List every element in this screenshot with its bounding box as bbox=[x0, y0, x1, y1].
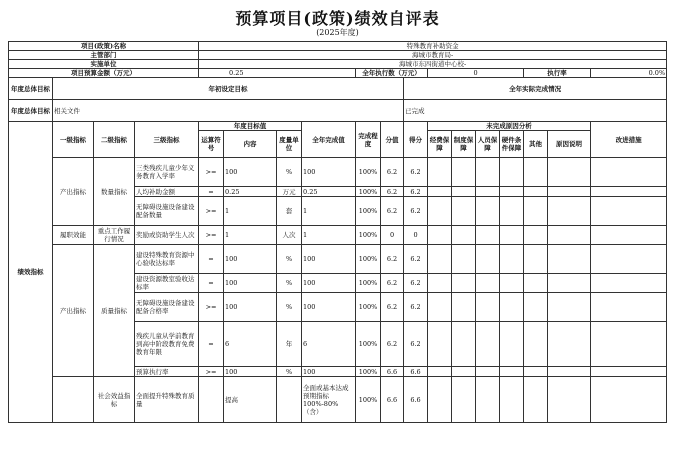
lvl3-cell: 人均补助金额 bbox=[135, 187, 199, 197]
budget-value: 0.25 bbox=[199, 69, 356, 78]
done-cell: 100 bbox=[302, 367, 356, 377]
score-cell: 6.2 bbox=[381, 197, 404, 226]
content-header: 内容 bbox=[224, 131, 277, 158]
score-cell: 6.6 bbox=[381, 377, 404, 423]
evaluation-table bbox=[8, 41, 667, 423]
op-cell: >= bbox=[199, 226, 224, 245]
budget-label: 项目预算金额（万元） bbox=[9, 69, 199, 78]
goals-planned-header: 年初设定目标 bbox=[53, 78, 404, 100]
goals-planned: 相关文件 bbox=[53, 100, 404, 122]
lvl3-cell: 建设资源教室验收达标率 bbox=[135, 274, 199, 293]
page-subtitle: (2025年度) bbox=[316, 28, 359, 37]
done-header: 全年完成值 bbox=[302, 122, 356, 158]
score-cell: 6.2 bbox=[381, 245, 404, 274]
op-cell bbox=[199, 377, 224, 423]
degree-cell: 100% bbox=[356, 377, 381, 423]
done-cell: 100 bbox=[302, 245, 356, 274]
unit-cell: 万元 bbox=[277, 187, 302, 197]
lvl3-cell: 奖励或资助学生人次 bbox=[135, 226, 199, 245]
goals-label-2: 年度总体目标 bbox=[9, 100, 53, 122]
op-header: 运算符号 bbox=[199, 131, 224, 158]
op-cell: >= bbox=[199, 293, 224, 322]
lvl3-header: 三级指标 bbox=[135, 122, 199, 158]
op-cell: >= bbox=[199, 158, 224, 187]
project-name-value: 特殊教育补助资金 bbox=[199, 42, 667, 51]
goals-header-row bbox=[9, 78, 667, 100]
done-cell: 0.25 bbox=[302, 187, 356, 197]
unit-label: 实施单位 bbox=[9, 60, 199, 69]
op-cell: >= bbox=[199, 197, 224, 226]
goals-actual: 已完成 bbox=[404, 100, 667, 122]
lvl1-cell: 产出指标 bbox=[53, 245, 94, 377]
degree-cell: 100% bbox=[356, 158, 381, 187]
get-cell: 6.6 bbox=[404, 377, 428, 423]
degree-header: 完成程度 bbox=[356, 122, 381, 158]
done-cell: 100 bbox=[302, 158, 356, 187]
content-cell: 100 bbox=[224, 158, 277, 187]
done-cell: 1 bbox=[302, 226, 356, 245]
unit-header: 度量单位 bbox=[277, 131, 302, 158]
score-cell: 0 bbox=[381, 226, 404, 245]
dept-value: 海城市教育局- bbox=[199, 51, 667, 60]
op-cell: = bbox=[199, 245, 224, 274]
get-header: 得分 bbox=[404, 122, 428, 158]
goals-content-row bbox=[9, 100, 667, 122]
get-cell: 6.2 bbox=[404, 322, 428, 367]
content-cell: 提高 bbox=[224, 377, 277, 423]
unit-cell bbox=[277, 377, 302, 423]
unit-cell: % bbox=[277, 367, 302, 377]
unit-cell: 人次 bbox=[277, 226, 302, 245]
content-cell: 1 bbox=[224, 226, 277, 245]
unit-cell: % bbox=[277, 245, 302, 274]
op-cell: = bbox=[199, 187, 224, 197]
score-header: 分值 bbox=[381, 122, 404, 158]
unit-cell: 套 bbox=[277, 197, 302, 226]
score-cell: 6.2 bbox=[381, 187, 404, 197]
exec-value: 0 bbox=[428, 69, 524, 78]
goals-actual-header: 全年实际完成情况 bbox=[404, 78, 667, 100]
lvl1-cell: 产出指标 bbox=[53, 158, 94, 226]
degree-cell: 100% bbox=[356, 293, 381, 322]
unit-value: 海城市东四街道中心校- bbox=[199, 60, 667, 69]
degree-cell: 100% bbox=[356, 197, 381, 226]
lvl3-cell: 残疾儿童从学前教育到高中阶段教育免费教育年限 bbox=[135, 322, 199, 367]
goals-label: 年度总体目标 bbox=[9, 78, 53, 100]
get-cell: 6.2 bbox=[404, 293, 428, 322]
perf-label: 绩效指标 bbox=[9, 122, 53, 423]
done-cell: 100 bbox=[302, 274, 356, 293]
done-cell: 1 bbox=[302, 197, 356, 226]
dept-row bbox=[9, 51, 667, 60]
target-header: 年度目标值 bbox=[199, 122, 302, 131]
lvl3-cell: 建设特殊教育资源中心验收达标率 bbox=[135, 245, 199, 274]
degree-cell: 100% bbox=[356, 367, 381, 377]
unit-cell: 年 bbox=[277, 322, 302, 367]
table-row bbox=[9, 245, 667, 274]
degree-cell: 100% bbox=[356, 322, 381, 367]
lvl3-cell: 无障碍设施设备建设配备合格率 bbox=[135, 293, 199, 322]
content-cell: 6 bbox=[224, 322, 277, 367]
unit-cell: % bbox=[277, 158, 302, 187]
rate-label: 执行率 bbox=[524, 69, 591, 78]
score-cell: 6.2 bbox=[381, 293, 404, 322]
dept-label: 主管部门 bbox=[9, 51, 199, 60]
lvl2-header: 二级指标 bbox=[94, 122, 135, 158]
lvl2-cell: 重点工作履行情况 bbox=[94, 226, 135, 245]
degree-cell: 100% bbox=[356, 187, 381, 197]
project-name-row bbox=[9, 42, 667, 51]
get-cell: 6.2 bbox=[404, 245, 428, 274]
lvl2-cell: 数量指标 bbox=[94, 158, 135, 226]
done-cell: 6 bbox=[302, 322, 356, 367]
reason-other-header: 其他 bbox=[524, 131, 548, 158]
op-cell: = bbox=[199, 274, 224, 293]
op-cell: = bbox=[199, 322, 224, 367]
reason-hardware-header: 硬件条件保障 bbox=[500, 131, 524, 158]
content-cell: 100 bbox=[224, 293, 277, 322]
table-row bbox=[9, 377, 667, 423]
get-cell: 6.2 bbox=[404, 274, 428, 293]
content-cell: 100 bbox=[224, 274, 277, 293]
content-cell: 100 bbox=[224, 367, 277, 377]
get-cell: 0 bbox=[404, 226, 428, 245]
degree-cell: 100% bbox=[356, 274, 381, 293]
table-row bbox=[9, 158, 667, 187]
lvl2-cell: 质量指标 bbox=[94, 245, 135, 377]
score-cell: 6.2 bbox=[381, 158, 404, 187]
rate-value: 0.0% bbox=[591, 69, 667, 78]
lvl2-cell: 社会效益指标 bbox=[94, 377, 135, 423]
degree-cell: 100% bbox=[356, 226, 381, 245]
measures-header: 改进措施 bbox=[591, 122, 667, 158]
get-cell: 6.2 bbox=[404, 197, 428, 226]
lvl3-cell: 预算执行率 bbox=[135, 367, 199, 377]
reason-staff-header: 人员保障 bbox=[476, 131, 500, 158]
score-cell: 6.6 bbox=[381, 367, 404, 377]
reasons-header: 未完成原因分析 bbox=[428, 122, 591, 131]
lvl3-cell: 无障碍设施设备建设配备数量 bbox=[135, 197, 199, 226]
unit-row bbox=[9, 60, 667, 69]
budget-row bbox=[9, 69, 667, 78]
reason-funding-header: 经费保障 bbox=[428, 131, 452, 158]
project-name-label: 项目(政策)名称 bbox=[9, 42, 199, 51]
degree-cell: 100% bbox=[356, 245, 381, 274]
content-cell: 100 bbox=[224, 245, 277, 274]
page-title: 预算项目(政策)绩效自评表 bbox=[235, 9, 440, 28]
done-cell: 全面或基本达成预期指标100%-80%（含） bbox=[302, 377, 356, 423]
table-row bbox=[9, 226, 667, 245]
score-cell: 6.2 bbox=[381, 274, 404, 293]
reason-note-header: 原因说明 bbox=[548, 131, 591, 158]
op-cell: >= bbox=[199, 367, 224, 377]
indicator-header-row-1 bbox=[9, 122, 667, 131]
unit-cell: % bbox=[277, 293, 302, 322]
done-cell: 100 bbox=[302, 293, 356, 322]
exec-label: 全年执行数（万元） bbox=[356, 69, 428, 78]
content-cell: 0.25 bbox=[224, 187, 277, 197]
get-cell: 6.2 bbox=[404, 158, 428, 187]
reason-system-header: 制度保障 bbox=[452, 131, 476, 158]
lvl3-cell: 三类残疾儿童少年义务教育入学率 bbox=[135, 158, 199, 187]
lvl1-cell: 履职效能 bbox=[53, 226, 94, 245]
unit-cell: % bbox=[277, 274, 302, 293]
get-cell: 6.2 bbox=[404, 187, 428, 197]
lvl1-header: 一级指标 bbox=[53, 122, 94, 158]
content-cell: 1 bbox=[224, 197, 277, 226]
score-cell: 6.2 bbox=[381, 322, 404, 367]
lvl3-cell: 全面提升特殊教育质量 bbox=[135, 377, 199, 423]
get-cell: 6.6 bbox=[404, 367, 428, 377]
